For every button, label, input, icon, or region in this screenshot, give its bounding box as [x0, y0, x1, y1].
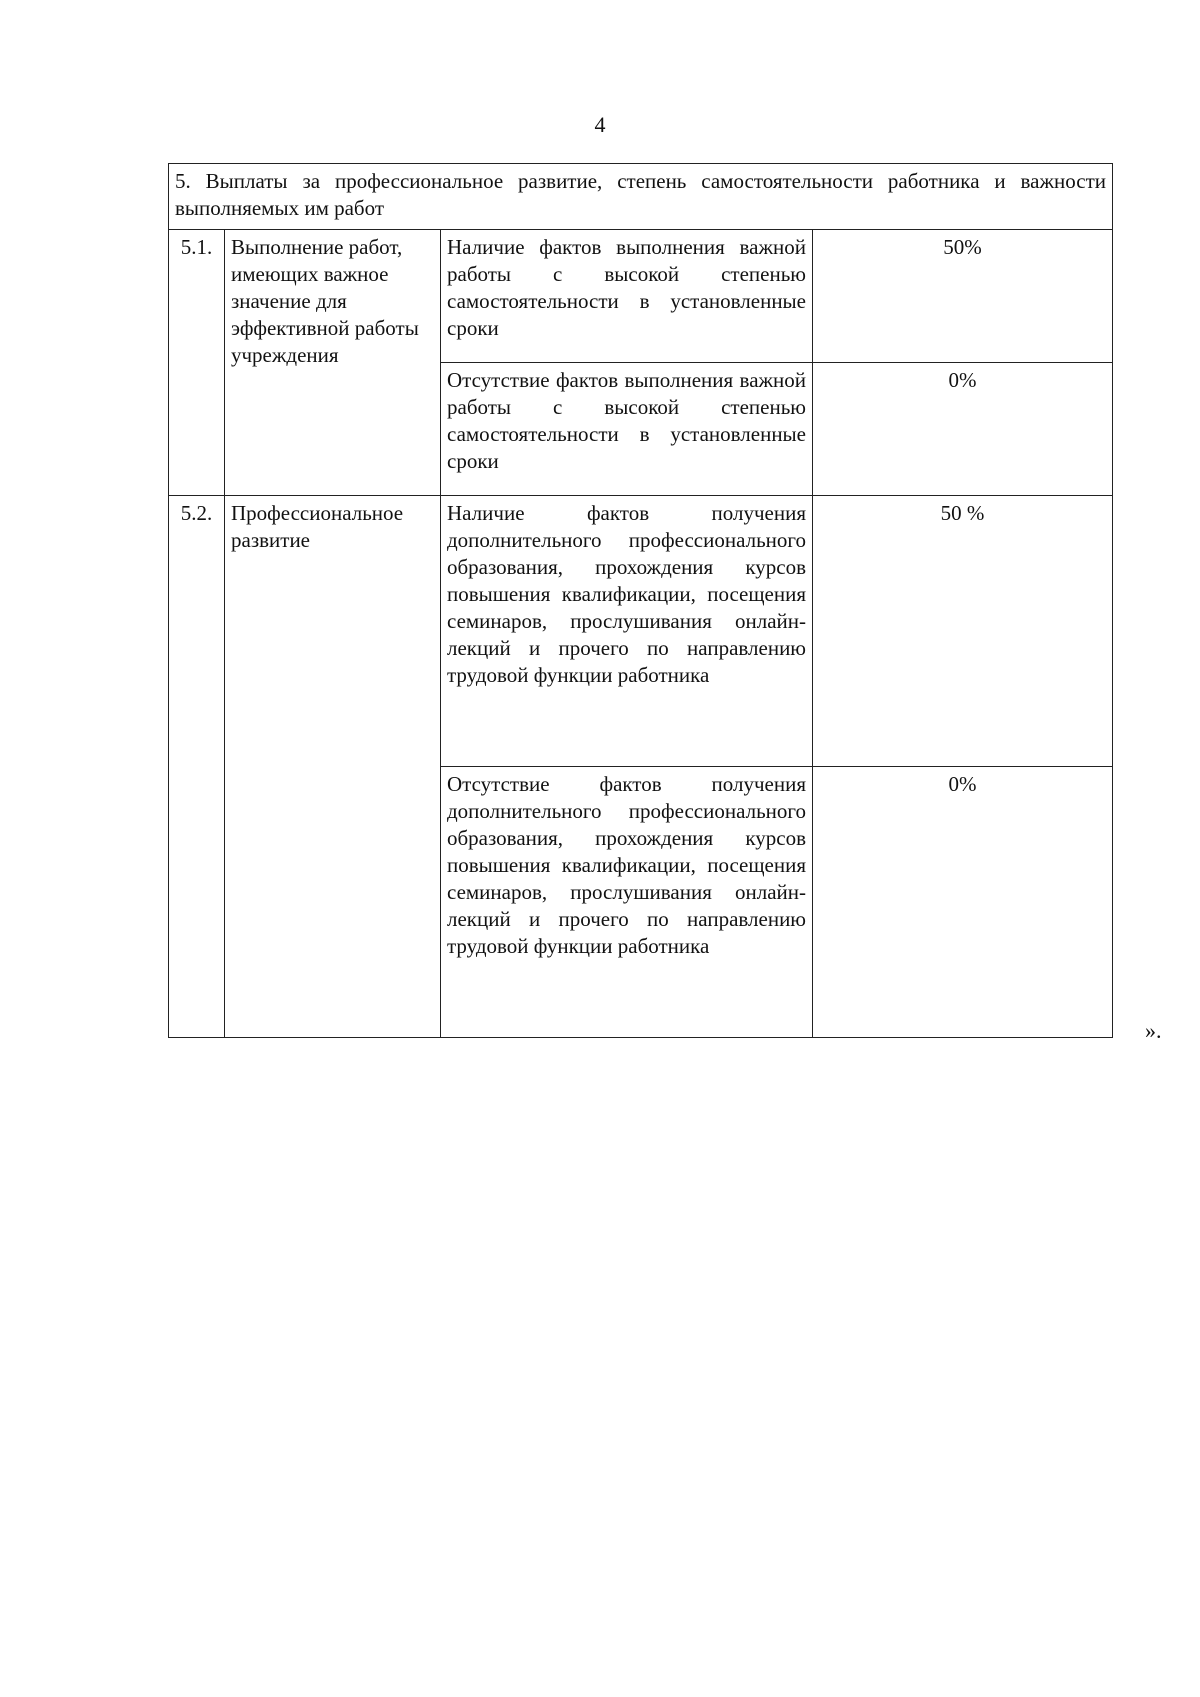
criterion-value: 50% [813, 230, 1113, 363]
closing-quote-mark: ». [1145, 1018, 1162, 1043]
page-number: 4 [594, 112, 606, 137]
row-name: Профессиональное развитие [225, 496, 441, 1038]
table-row [169, 230, 1113, 363]
section-header-row [169, 164, 1113, 230]
criterion-value: 0% [813, 767, 1113, 1038]
row-name: Выполнение работ, имеющих важное значение для эффективной работы учреждения [225, 230, 441, 496]
criteria-table [168, 163, 1113, 1038]
row-number: 5.2. [169, 496, 225, 1038]
criterion-text: Наличие фактов получения дополнительного профессионального образования, прохождения курсов повышения квалификации, посещения семинаров, прослушивания онлайн-лекций и прочего по направлению трудовой функции работника [441, 496, 813, 767]
criterion-text: Отсутствие фактов получения дополнительного профессионального образования, прохождения курсов повышения квалификации, посещения семинаров, прослушивания онлайн-лекций и прочего по направлению трудовой функции работника [441, 767, 813, 1038]
criterion-text: Отсутствие фактов выполнения важной работы с высокой степенью самостоятельности в установленные сроки [441, 363, 813, 496]
criterion-value: 0% [813, 363, 1113, 496]
section-title: 5. Выплаты за профессиональное развитие, степень самостоятельности работника и важности выполняемых им работ [169, 164, 1113, 230]
row-number: 5.1. [169, 230, 225, 496]
criterion-value: 50 % [813, 496, 1113, 767]
table-row [169, 496, 1113, 767]
criterion-text: Наличие фактов выполнения важной работы с высокой степенью самостоятельности в установленные сроки [441, 230, 813, 363]
